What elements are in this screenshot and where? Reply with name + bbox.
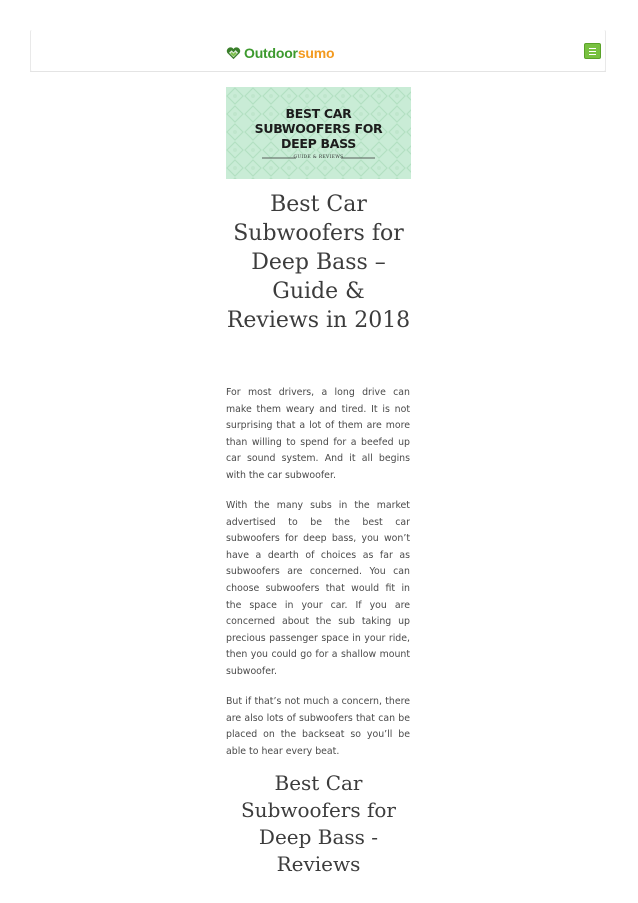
site-logo[interactable] xyxy=(226,45,334,61)
logo-text: Outdoorsumo xyxy=(244,45,335,61)
menu-button[interactable] xyxy=(584,43,601,59)
article-paragraph-2: With the many subs in the market advertised to be the best car subwoofers for deep bass, you won’t have a dearth of choices as far as subwoofers are concerned. You can choose subwoofers that would fit in the space in your car. If you are concerned about the sub taking up precious passenger space in your ride, then you could go for a shallow mount subwoofer. xyxy=(226,500,410,677)
hero-subtitle: GUIDE & REVIEWS xyxy=(293,155,344,160)
article-paragraph-3: But if that’s not much a concern, there are also lots of subwoofers that can be placed on the backseat so you’ll be able to hear every beat. xyxy=(226,696,410,757)
section-heading-reviews: Best Car Subwoofers for Deep Bass - Reviews xyxy=(240,771,396,876)
hero-title-line-1: BEST CAR xyxy=(285,106,352,121)
article-paragraph-1: For most drivers, a long drive can make them weary and tired. It is not surprising that a lot of them are more than willing to spend for a beefed up car sound system. And it all begins with the car subwoofer. xyxy=(226,387,410,481)
hero-image xyxy=(226,87,411,179)
hero-title-line-3: DEEP BASS xyxy=(281,136,356,151)
logo-heart-icon xyxy=(226,46,241,61)
hamburger-icon xyxy=(589,48,596,49)
hero-title-line-2: SUBWOOFERS FOR xyxy=(254,121,383,136)
article-title: Best Car Subwoofers for Deep Bass – Guide & Reviews in 2018 xyxy=(226,192,411,333)
header-divider xyxy=(30,71,606,72)
